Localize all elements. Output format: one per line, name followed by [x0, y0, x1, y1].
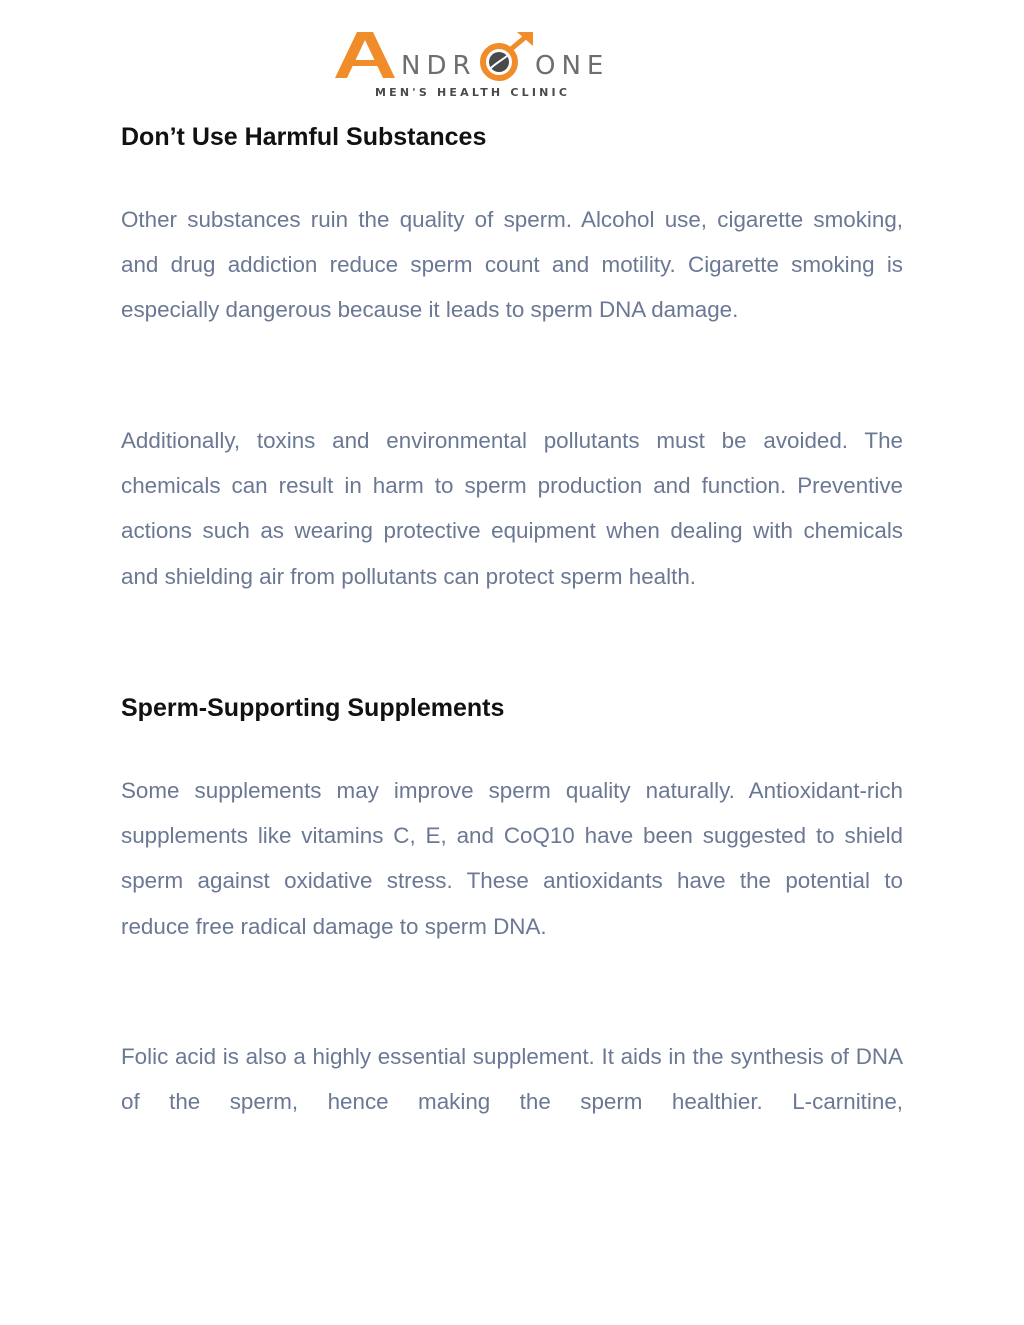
clinic-logo [333, 28, 633, 100]
paragraph-supplements-1: Some supplements may improve sperm quality naturally. Antioxidant-rich supplements like vitamins C, E, and CoQ10 have been suggested to shield sperm against oxidative stress. These antioxidants have the potential to reduce free radical damage to sperm DNA. [121, 778, 903, 939]
paragraph-harmful-substances-1: Other substances ruin the quality of sperm. Alcohol use, cigarette smoking, and drug addiction reduce sperm count and motility. Cigarette smoking is especially dangerous because it leads to sperm DNA damage. [121, 207, 903, 323]
logo-text-ndr: NDR [401, 51, 477, 81]
logo-text-one: ONE [535, 51, 610, 81]
paragraph-supplements-2: Folic acid is also a highly essential supplement. It aids in the synthesis of DNA of the sperm, hence making the sperm healthier. L-carnitine, [121, 1044, 903, 1115]
section-heading-supplements: Sperm-Supporting Supplements [121, 694, 505, 722]
section-heading-harmful-substances: Don’t Use Harmful Substances [121, 123, 487, 151]
logo-tagline: MEN'S HEALTH CLINIC [375, 86, 571, 99]
male-symbol-icon [483, 32, 533, 78]
paragraph-harmful-substances-2: Additionally, toxins and environmental pollutants must be avoided. The chemicals can result in harm to sperm production and function. Preventive actions such as wearing protective equipment when dealing with chemicals and shielding air from pollutants can protect sperm health. [121, 428, 903, 589]
logo-letter-a [335, 32, 395, 78]
